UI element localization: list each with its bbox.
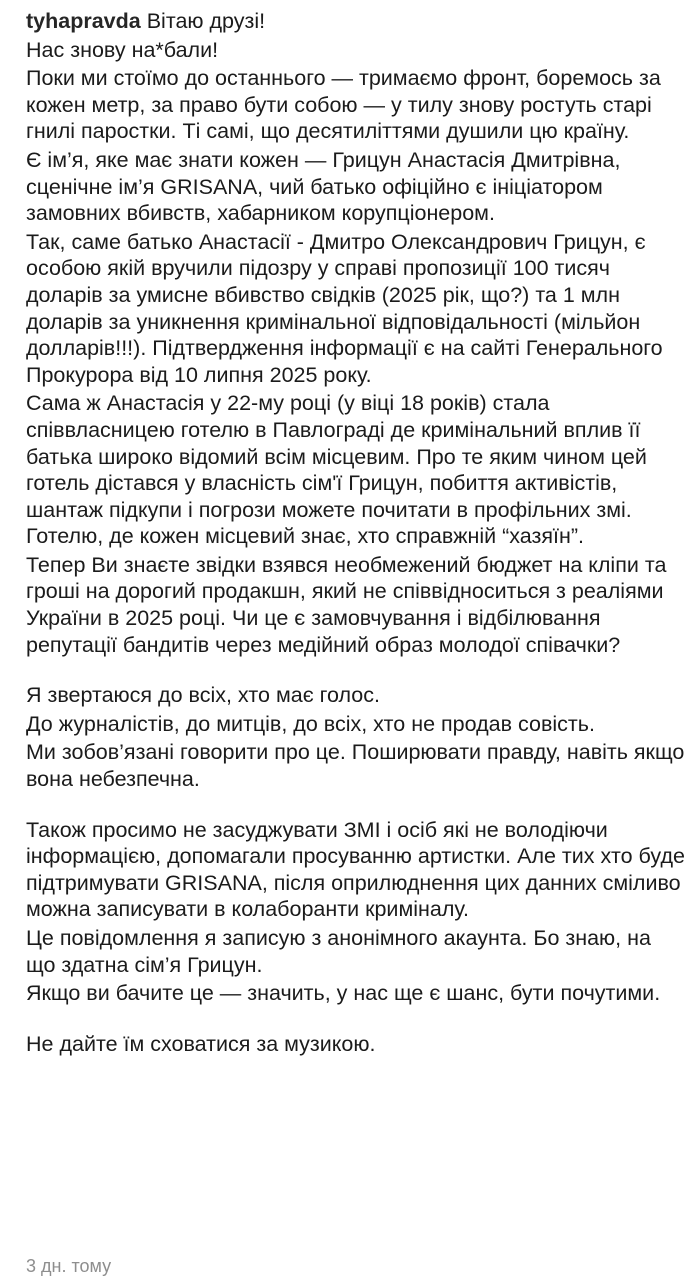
caption-paragraph: Не дайте їм сховатися за музикою. bbox=[26, 1031, 376, 1056]
post-timestamp: 3 дн. тому bbox=[26, 1256, 112, 1276]
caption-paragraph: До журналістів, до митців, до всіх, хто не продав совість. bbox=[26, 711, 595, 736]
caption-paragraph: Так, саме батько Анастасії - Дмитро Олександрович Грицун, є особою якій вручили підозру у справі пропозиції 100 тисяч доларів за умисне вбивство свідків (2025 рік, що?) та 1 млн доларів за уникнення кримінальної відповідальності (мільйон долларів!!!). Підтвердження інформації є на сайті Генерального Прокурора від 10 липня 2025 року. bbox=[26, 229, 663, 387]
caption-paragraph: Я звертаюся до всіх, хто має голос. bbox=[26, 683, 380, 708]
caption-paragraph: Також просимо не засуджувати ЗМІ і осіб які не володіючи інформацією, допомагали просуванню артистки. Але тих хто буде підтримувати GRISANA, після оприлюднення цих данних сміливо можна записувати в колаборанти криміналу. bbox=[26, 817, 685, 922]
caption-paragraph: Нас знову на*бали! bbox=[26, 37, 219, 62]
username-link[interactable]: tyhapravda bbox=[26, 9, 141, 33]
post-caption bbox=[26, 8, 686, 1059]
caption-paragraph: Є ім’я, яке має знати кожен — Грицун Анастасія Дмитрівна, сценічне ім’я GRISANA, чий батько офіційно є ініціатором замовних вбивств, хабарником корупціонером. bbox=[26, 147, 621, 226]
caption-paragraph: Тепер Ви знаєте звідки взявся необмежений бюджет на кліпи та гроші на дорогий продакшн, який не співвідноситься з реаліями України в 2025 році. Чи це є замовчування і відбілювання репутації бандитів через медійний образ молодої співачки? bbox=[26, 552, 667, 657]
greeting-text: Вітаю друзі! bbox=[146, 9, 266, 33]
caption-paragraph: Поки ми стоїмо до останнього — тримаємо фронт, боремось за кожен метр, за право бути собою — у тилу знову ростуть старі гнилі паростки. Ті самі, що десятиліттями душили цю країну. bbox=[26, 66, 661, 144]
caption-paragraph: Ми зобов’язані говорити про це. Поширювати правду, навіть якщо вона небезпечна. bbox=[26, 740, 685, 792]
caption-paragraph: Це повідомлення я записую з анонімного акаунта. Бо знаю, на що здатна сім’я Грицун. bbox=[26, 926, 651, 977]
caption-paragraph: Якщо ви бачите це — значить, у нас ще є шанс, бути почутими. bbox=[26, 981, 661, 1006]
caption-first-line bbox=[26, 8, 686, 35]
caption-paragraph: Сама ж Анастасія у 22-му році (у віці 18 років) стала співвласницею готелю в Павлограді де кримінальний вплив її батька широко відомий всім місцевим. Про те яким чином цей готель дістався у власність сім'ї Грицун, побиття активістів, шантаж підкупи і погрози можете почитати в профільних змі. Готелю, де кожен місцевий знає, хто справжній “хазяїн”. bbox=[26, 391, 647, 549]
